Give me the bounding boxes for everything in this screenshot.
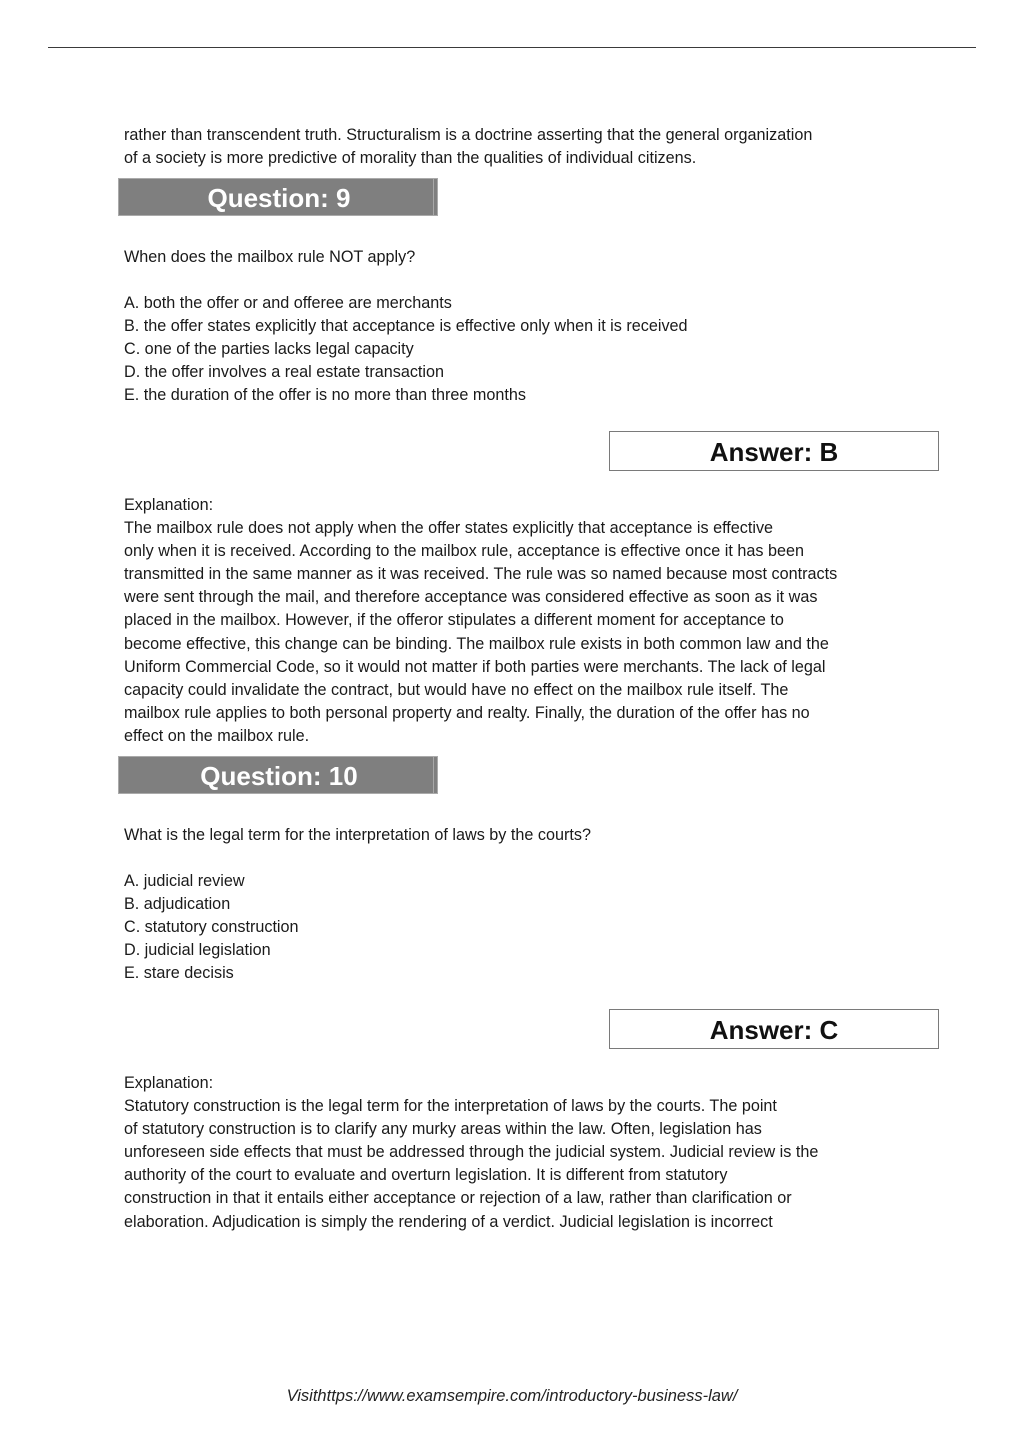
- explanation-line: become effective, this change can be binding. The mailbox rule exists in both common law and the: [124, 634, 829, 653]
- option-e: E. the duration of the offer is no more than three months: [124, 386, 526, 405]
- explanation-line: mailbox rule applies to both personal property and realty. Finally, the duration of the offer has no: [124, 703, 810, 722]
- explanation-line: The mailbox rule does not apply when the offer states explicitly that acceptance is effective: [124, 519, 774, 538]
- option-a: A. both the offer or and offeree are merchants: [124, 294, 452, 312]
- explanation-line: of statutory construction is to clarify any murky areas within the law. Often, legislation has: [124, 1120, 762, 1139]
- explanation-line: effect on the mailbox rule.: [124, 726, 310, 745]
- explanation-line: placed in the mailbox. However, if the offeror stipulates a different moment for acceptance to: [124, 611, 784, 630]
- intro-line: of a society is more predictive of morality than the qualities of individual citizens.: [124, 149, 697, 168]
- option-list: [124, 292, 924, 407]
- intro-text: [124, 124, 924, 170]
- explanation-label: Explanation:: [124, 496, 214, 514]
- answer-box: [609, 1009, 939, 1049]
- option-b: B. the offer states explicitly that acceptance is effective only when it is received: [124, 317, 688, 336]
- explanation-line: elaboration. Adjudication is simply the rendering of a verdict. Judicial legislation is incorrect: [124, 1212, 773, 1231]
- explanation-label: Explanation:: [124, 1074, 214, 1092]
- option-c: C. statutory construction: [124, 918, 299, 937]
- intro-line: rather than transcendent truth. Structuralism is a doctrine asserting that the general organization: [124, 126, 813, 144]
- question-heading: Question: 9: [207, 183, 351, 213]
- answer-label: Answer: B: [709, 437, 839, 467]
- question-prompt: When does the mailbox rule NOT apply?: [124, 248, 416, 266]
- explanation-block: [124, 1072, 924, 1234]
- answer-box: [609, 431, 939, 471]
- question-prompt: What is the legal term for the interpretation of laws by the courts?: [124, 826, 591, 844]
- header-rule: [48, 47, 976, 48]
- option-d: D. the offer involves a real estate transaction: [124, 363, 445, 382]
- explanation-line: Uniform Commercial Code, so it would not matter if both parties were merchants. The lack of legal: [124, 657, 826, 676]
- option-e: E. stare decisis: [124, 964, 234, 983]
- option-b: B. adjudication: [124, 895, 231, 914]
- explanation-line: transmitted in the same manner as it was received. The rule was so named because most contracts: [124, 565, 838, 584]
- question-heading: Question: 10: [200, 761, 358, 791]
- explanation-line: authority of the court to evaluate and overturn legislation. It is different from statutory: [124, 1166, 728, 1185]
- option-a: A. judicial review: [124, 872, 245, 890]
- explanation-line: Statutory construction is the legal term for the interpretation of laws by the courts. The point: [124, 1097, 777, 1116]
- explanation-block: [124, 494, 924, 748]
- question-heading-banner: [118, 756, 438, 794]
- option-c: C. one of the parties lacks legal capacity: [124, 340, 414, 359]
- explanation-line: capacity could invalidate the contract, but would have no effect on the mailbox rule itself. The: [124, 680, 789, 699]
- option-d: D. judicial legislation: [124, 941, 271, 960]
- question-heading-banner: [118, 178, 438, 216]
- explanation-line: construction in that it entails either acceptance or rejection of a law, rather than clarification or: [124, 1189, 792, 1208]
- explanation-line: only when it is received. According to the mailbox rule, acceptance is effective once it has been: [124, 542, 804, 561]
- footer-link[interactable]: Visithttps://www.examsempire.com/introductory-business-law/: [286, 1387, 738, 1405]
- explanation-line: were sent through the mail, and therefore acceptance was considered effective as soon as it was: [124, 588, 818, 607]
- explanation-line: unforeseen side effects that must be addressed through the judicial system. Judicial review is the: [124, 1143, 819, 1162]
- option-list: [124, 870, 924, 985]
- answer-label: Answer: C: [709, 1015, 839, 1045]
